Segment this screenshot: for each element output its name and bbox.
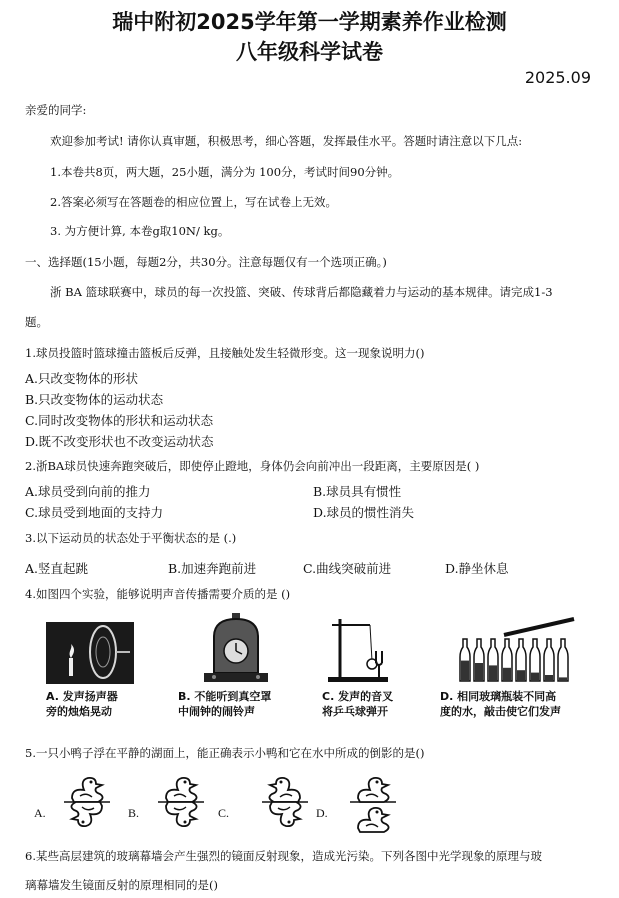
q3-option-a: A.竖直起跳: [25, 561, 89, 576]
bottle: [474, 639, 484, 681]
q1-option-c: C.同时改变物体的形状和运动状态: [25, 413, 214, 428]
question-1-stem: 1.球员投篮时篮球撞击篮板后反弹，且接触处发生轻微形变。这一现象说明力(): [25, 346, 425, 360]
duck-shape: [270, 802, 301, 826]
figure-a-caption-line1: A. 发声扬声器: [46, 690, 118, 703]
q1-option-d: D.既不改变形状也不改变运动状态: [25, 434, 214, 449]
figure-b-caption-line2: 中闹钟的闹铃声: [178, 705, 255, 718]
q5-label-d: D.: [316, 806, 328, 820]
duck-option-d: [350, 772, 396, 834]
exam-date: 2025.09: [524, 68, 591, 87]
q1-option-b: B.只改变物体的运动状态: [25, 392, 164, 407]
q2-option-a: A.球员受到向前的推力: [25, 484, 151, 499]
figure-b-bell-jar: [200, 611, 272, 685]
figure-b-caption-line1: B. 不能听到真空罩: [178, 690, 272, 703]
duck-option-b: [158, 772, 204, 834]
question-6-stem-line1: 6.某些高层建筑的玻璃幕墙会产生强烈的镜面反射现象，造成光污染。下列各图中光学现象的原理与玻: [25, 849, 542, 863]
question-3-stem: 3.以下运动员的状态处于平衡状态的是 (.): [25, 531, 237, 545]
duck-shape: [166, 778, 197, 802]
duck-shape: [358, 778, 389, 802]
figure-d-caption-line1: D. 相同玻璃瓶装不同高: [440, 690, 557, 703]
welcome-text: 欢迎参加考试! 请你认真审题，积极思考，细心答题，发挥最佳水平。答题时请注意以下几点:: [50, 134, 523, 148]
note-1: 1.本卷共8页，两大题，25小题，满分为 100分，考试时间90分钟。: [50, 165, 400, 179]
figure-c-caption-line2: 将乒乓球弹开: [322, 705, 388, 718]
duck-shape: [358, 808, 389, 832]
context-line-2: 题。: [25, 315, 48, 329]
section-heading: 一、选择题(15小题，每题2分，共30分。注意每题仅有一个选项正确。): [25, 255, 387, 269]
q5-label-a: A.: [34, 806, 46, 820]
context-line-1: 浙 BA 篮球联赛中，球员的每一次投篮、突破、传球背后都隐藏着力与运动的基本规律。请完成1-3: [50, 285, 553, 299]
note-3: 3. 为方便计算, 本卷g取10N/ kg。: [50, 224, 230, 238]
duck-option-a: [64, 772, 110, 834]
exam-title-line1: 瑞中附初2025学年第一学期素养作业检测: [112, 10, 507, 34]
bottle: [502, 639, 512, 681]
q1-option-a: A.只改变物体的形状: [25, 371, 139, 386]
q3-option-b: B.加速奔跑前进: [168, 561, 257, 576]
note-2: 2.答案必须写在答题卷的相应位置上，写在试卷上无效。: [50, 195, 337, 209]
question-2-stem: 2.浙BA球员快速奔跑突破后，即使停止蹬地，身体仍会向前冲出一段距离，主要原因是( ): [25, 459, 480, 473]
question-5-stem: 5.一只小鸭子浮在平静的湖面上，能正确表示小鸭和它在水中所成的倒影的是(): [25, 746, 425, 760]
duck-shape: [71, 802, 102, 826]
bottle: [530, 639, 540, 681]
figure-d-glass-bottles: [454, 611, 578, 685]
bottle: [558, 639, 568, 681]
figure-c-caption-line1: C. 发声的音叉: [322, 690, 394, 703]
duck-shape: [166, 802, 197, 826]
q5-label-c: C.: [218, 806, 230, 820]
greeting: 亲爱的同学:: [25, 103, 87, 117]
q2-option-d: D.球员的惯性消失: [313, 505, 415, 520]
bottle: [460, 639, 470, 681]
figure-d-caption-line2: 度的水，敲击使它们发声: [440, 705, 561, 718]
duck-option-c: [262, 772, 308, 834]
question-6-stem-line2: 璃幕墙发生镜面反射的原理相同的是(): [25, 878, 218, 892]
q2-option-b: B.球员具有惯性: [313, 484, 402, 499]
q5-label-b: B.: [128, 806, 140, 820]
question-4-stem: 4.如图四个实验，能够说明声音传播需要介质的是 (): [25, 587, 291, 601]
q2-option-c: C.球员受到地面的支持力: [25, 505, 164, 520]
bottle: [488, 639, 498, 681]
bottle: [516, 639, 526, 681]
duck-shape: [72, 778, 103, 802]
q3-option-d: D.静坐休息: [445, 561, 509, 576]
duck-shape: [269, 778, 300, 802]
figure-a-speaker-candle: [46, 622, 134, 684]
q3-option-c: C.曲线突破前进: [303, 561, 392, 576]
figure-c-tuning-fork: [322, 611, 394, 685]
figure-a-caption-line2: 旁的烛焰晃动: [46, 705, 112, 718]
bottle: [544, 639, 554, 681]
exam-title-line2: 八年级科学试卷: [236, 40, 383, 64]
